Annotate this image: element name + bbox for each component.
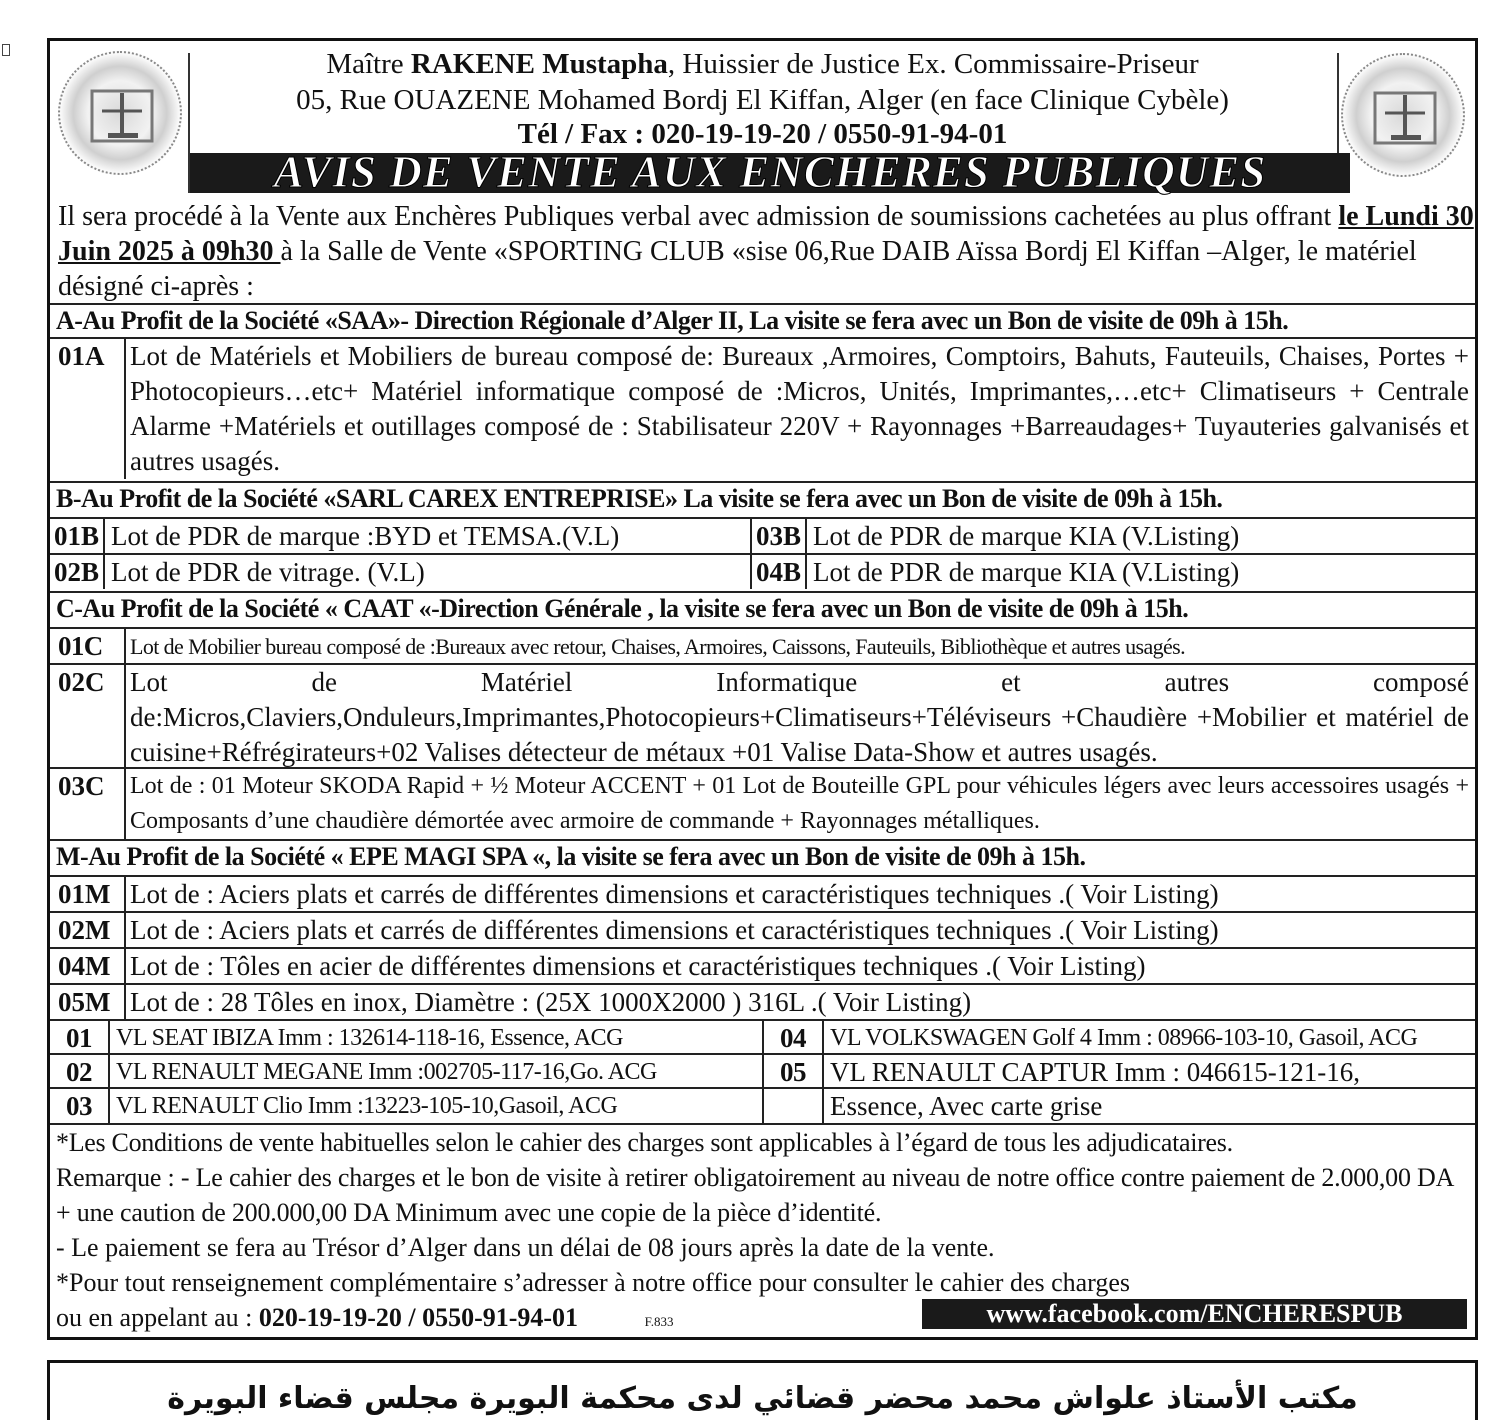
lot-03b: 03B Lot de PDR de marque KIA (V.Listing) xyxy=(752,519,1239,553)
conditions-remarque: Remarque : - Le cahier des charges et le bon de visite à retirer obligatoirement au niveau de notre office contre paiement de 2.000,00 DA + une caution de 200.000,00 DA Minimum avec une copie de la pièce d’identité. xyxy=(56,1163,1453,1227)
header-line-1: Maître RAKENE Mustapha, Huissier de Justice Ex. Commissaire-Priseur xyxy=(326,48,1199,80)
facebook-link[interactable]: www.facebook.com/ENCHERESPUB xyxy=(922,1299,1467,1329)
vehicles-row-1 xyxy=(50,1019,1475,1055)
lot-02m: 02M Lot de : Aciers plats et carrés de différentes dimensions et caractéristiques techniques .( Voir Listing) xyxy=(50,911,1475,948)
lot-02b: 02B Lot de PDR de vitrage. (V.L) xyxy=(50,555,752,589)
scales-icon xyxy=(82,81,162,151)
vehicle-05: 05 VL RENAULT CAPTUR Imm : 046615-121-16, xyxy=(764,1055,1360,1089)
next-notice xyxy=(47,1360,1478,1420)
section-c-header: C-Au Profit de la Société « CAAT «-Direction Générale , la visite se fera avec un Bon de visite de 09h à 15h. xyxy=(50,591,1475,625)
conditions-line-1: *Les Conditions de vente habituelles selon le cahier des charges sont applicables à l’égard de tous les adjudicataires. xyxy=(56,1128,1233,1157)
lot-05m: 05M Lot de : 28 Tôles en inox, Diamètre : (25X 1000X2000 ) 316L .( Voir Listing) xyxy=(50,983,1475,1020)
vehicle-02: 02 VL RENAULT MEGANE Imm :002705-117-16,Go. ACG xyxy=(50,1055,764,1089)
vehicles-row-2 xyxy=(50,1053,1475,1089)
vehicle-04: 04 VL VOLKSWAGEN Golf 4 Imm : 08966-103-10, Gasoil, ACG xyxy=(764,1021,1417,1055)
lot-04b: 04B Lot de PDR de marque KIA (V.Listing) xyxy=(752,555,1239,589)
margin-mark xyxy=(2,44,10,56)
justice-seal-right xyxy=(1341,53,1465,177)
lot-01m: 01M Lot de : Aciers plats et carrés de différentes dimensions et caractéristiques techniques .( Voir Listing) xyxy=(50,875,1475,912)
lot-02c: 02C Lot de Matériel Informatique et autres composé de:Micros,Claviers,Onduleurs,Imprimantes,Photocopieurs+Climatiseurs+Téléviseurs +Chaudière +Mobilier et matériel de cuisine+Réfrégirateurs+02 Valises détecteur de métaux +01 Valise Data-Show et autres usagés. xyxy=(50,663,1475,770)
vehicle-03: 03 VL RENAULT Clio Imm :13223-105-10,Gasoil, ACG xyxy=(50,1089,764,1123)
conditions-info: *Pour tout renseignement complémentaire s’adresser à notre office pour consulter le cahier des charges xyxy=(56,1268,1131,1297)
lot-04m: 04M Lot de : Tôles en acier de différentes dimensions et caractéristiques techniques .( Voir Listing) xyxy=(50,947,1475,984)
section-m-header: M-Au Profit de la Société « EPE MAGI SPA «, la visite se fera avec un Bon de visite de 09h à 15h. xyxy=(50,839,1475,873)
section-b-header: B-Au Profit de la Société «SARL CAREX ENTREPRISE» La visite se fera avec un Bon de visite de 09h à 15h. xyxy=(50,481,1475,515)
contact-phone: 020-19-19-20 / 0550-91-94-01 xyxy=(258,1303,579,1332)
lot-01b: 01B Lot de PDR de marque :BYD et TEMSA.(V.L) xyxy=(50,519,752,553)
reference-code: F.833 xyxy=(644,1314,674,1329)
lot-01a: 01A Lot de Matériels et Mobiliers de bureau composé de: Bureaux ,Armoires, Comptoirs, Bahuts, Fauteuils, Chaises, Portes + Photocopieurs…etc+ Matériel informatique composé de :Micros, Unités, Imprimantes,…etc+ Climatiseurs + Centrale Alarme +Matériels et outillages composé de : Stabilisateur 220V + Rayonnages +Barreaudages+ Tuyauteries galvanisés et autres usagés. xyxy=(50,337,1475,479)
scales-icon xyxy=(1365,83,1445,153)
sale-date: le Lundi 30 Juin 2025 à 09h30 xyxy=(58,201,1474,267)
next-notice-heading: مكتب الأستاذ علواش محمد محضر قضائي لدى محكمة البويرة مجلس قضاء البويرة xyxy=(167,1381,1358,1416)
lot-03c: 03C Lot de : 01 Moteur SKODA Rapid + ½ Moteur ACCENT + 01 Lot de Bouteille GPL pour véhicules légers avec leurs accessoires usagés + Composants d’une chaudière démortée avec armoire de commande + Rayonnages métalliques. xyxy=(50,767,1475,839)
notice-title: AVIS DE VENTE AUX ENCHERES PUBLIQUES xyxy=(273,147,1267,197)
lots-b-row-2 xyxy=(50,553,1475,589)
header-phone: Tél / Fax : 020-19-19-20 / 0550-91-94-01 xyxy=(517,118,1008,150)
intro-text: Il sera procédé à la Vente aux Enchères Publiques verbal avec admission de soumissions cachetées au plus offrant le Lundi 30 Juin 2025 à 09h30 à la Salle de Vente «SPORTING CLUB «sise 06,Rue DAIB Aïssa Bordj El Kiffan –Alger, le matériel désigné ci-après : xyxy=(58,201,1474,302)
lots-b-row-1 xyxy=(50,517,1475,553)
conditions-phone-line: ou en appelant au : 020-19-19-20 / 0550-91-94-01 F.833 xyxy=(56,1303,674,1332)
section-a-header: A-Au Profit de la Société «SAA»- Direction Régionale d’Alger II, La visite se fera avec un Bon de visite de 09h à 15h. xyxy=(50,303,1475,337)
conditions-payment: - Le paiement se fera au Trésor d’Alger dans un délai de 08 jours après la date de la vente. xyxy=(56,1233,995,1262)
vehicle-05-continued: Essence, Avec carte grise xyxy=(764,1089,1102,1123)
vehicle-01: 01 VL SEAT IBIZA Imm : 132614-118-16, Essence, ACG xyxy=(50,1021,764,1055)
lot-01c: 01C Lot de Mobilier bureau composé de :Bureaux avec retour, Chaises, Armoires, Caissons, Fauteuils, Bibliothèque et autres usagés. xyxy=(50,627,1475,664)
auction-notice xyxy=(47,38,1478,1340)
header-address: 05, Rue OUAZENE Mohamed Bordj El Kiffan, Alger (en face Clinique Cybèle) xyxy=(296,84,1229,116)
justice-seal-left xyxy=(58,51,182,175)
vehicles-row-3 xyxy=(50,1087,1475,1123)
